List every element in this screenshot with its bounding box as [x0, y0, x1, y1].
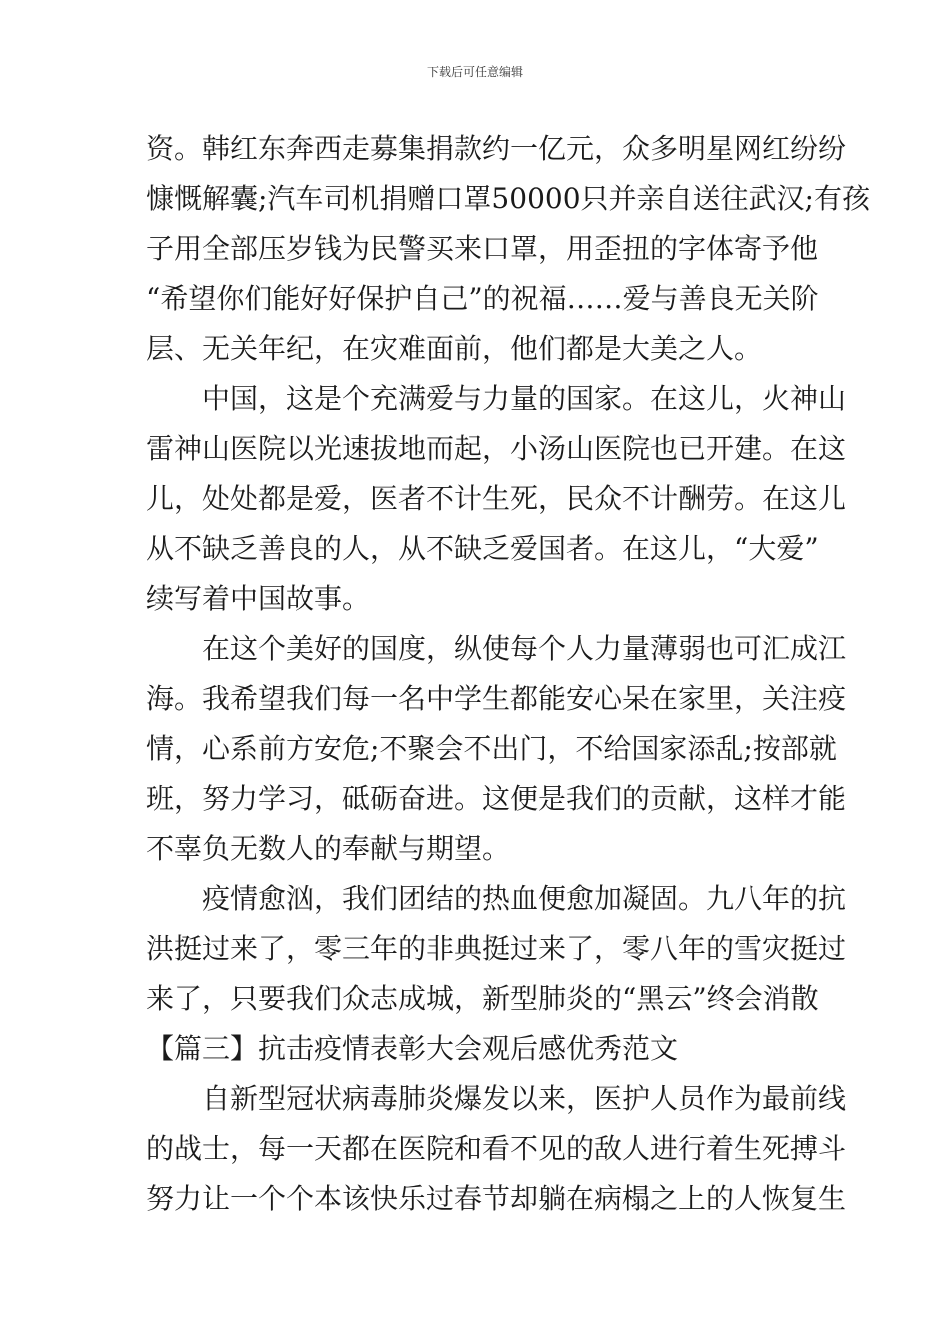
- text-line: 雷神山医院以光速拔地而起，小汤山医院也已开建。在这: [146, 432, 847, 465]
- text-line: 在这个美好的国度，纵使每个人力量薄弱也可汇成江: [202, 632, 847, 665]
- text-line: 儿，处处都是爱，医者不计生死，民众不计酬劳。在这儿: [146, 482, 847, 515]
- text-line: 从不缺乏善良的人，从不缺乏爱国者。在这儿，“大爱”: [146, 532, 819, 565]
- text-line: “希望你们能好好保护自己”的祝福……爱与善良无关阶: [146, 282, 819, 315]
- paragraph-4: [146, 874, 847, 1024]
- text-line: 的战士，每一天都在医院和看不见的敌人进行着生死搏斗: [146, 1132, 847, 1165]
- paragraph-3: [146, 624, 847, 874]
- text-line: 续写着中国故事。: [146, 582, 371, 615]
- text-line: 洪挺过来了，零三年的非典挺过来了，零八年的雪灾挺过: [146, 932, 847, 965]
- text-line: 子用全部压岁钱为民警买来口罩，用歪扭的字体寄予他: [146, 232, 819, 265]
- text-line: 资。韩红东奔西走募集捐款约一亿元，众多明星网红纷纷: [146, 132, 847, 165]
- text-line: 疫情愈汹，我们团结的热血便愈加凝固。九八年的抗: [202, 882, 847, 915]
- document-body: [146, 124, 870, 1224]
- paragraph-2: [146, 374, 847, 624]
- text-line: 来了，只要我们众志成城，新型肺炎的“黑云”终会消散: [146, 982, 819, 1015]
- section-heading: 【篇三】抗击疫情表彰大会观后感优秀范文: [146, 1032, 679, 1065]
- page-header-note: 下载后可任意编辑: [426, 65, 523, 79]
- text-line: 不辜负无数人的奉献与期望。: [146, 832, 511, 865]
- text-line: 慷慨解囊;汽车司机捐赠口罩50000只并亲自送往武汉;有孩: [146, 182, 870, 215]
- text-line: 自新型冠状病毒肺炎爆发以来，医护人员作为最前线: [202, 1082, 847, 1115]
- text-line: 层、无关年纪，在灾难面前，他们都是大美之人。: [146, 332, 763, 365]
- section-paragraph: [146, 1074, 847, 1224]
- paragraph-1: [146, 124, 870, 374]
- text-line: 中国，这是个充满爱与力量的国家。在这儿，火神山: [202, 382, 847, 415]
- text-line: 海。我希望我们每一名中学生都能安心呆在家里，关注疫: [146, 682, 847, 715]
- text-line: 班，努力学习，砥砺奋进。这便是我们的贡献，这样才能: [146, 782, 847, 815]
- text-line: 努力让一个个本该快乐过春节却躺在病榻之上的人恢复生: [146, 1182, 847, 1215]
- text-line: 情，心系前方安危;不聚会不出门，不给国家添乱;按部就: [146, 732, 837, 765]
